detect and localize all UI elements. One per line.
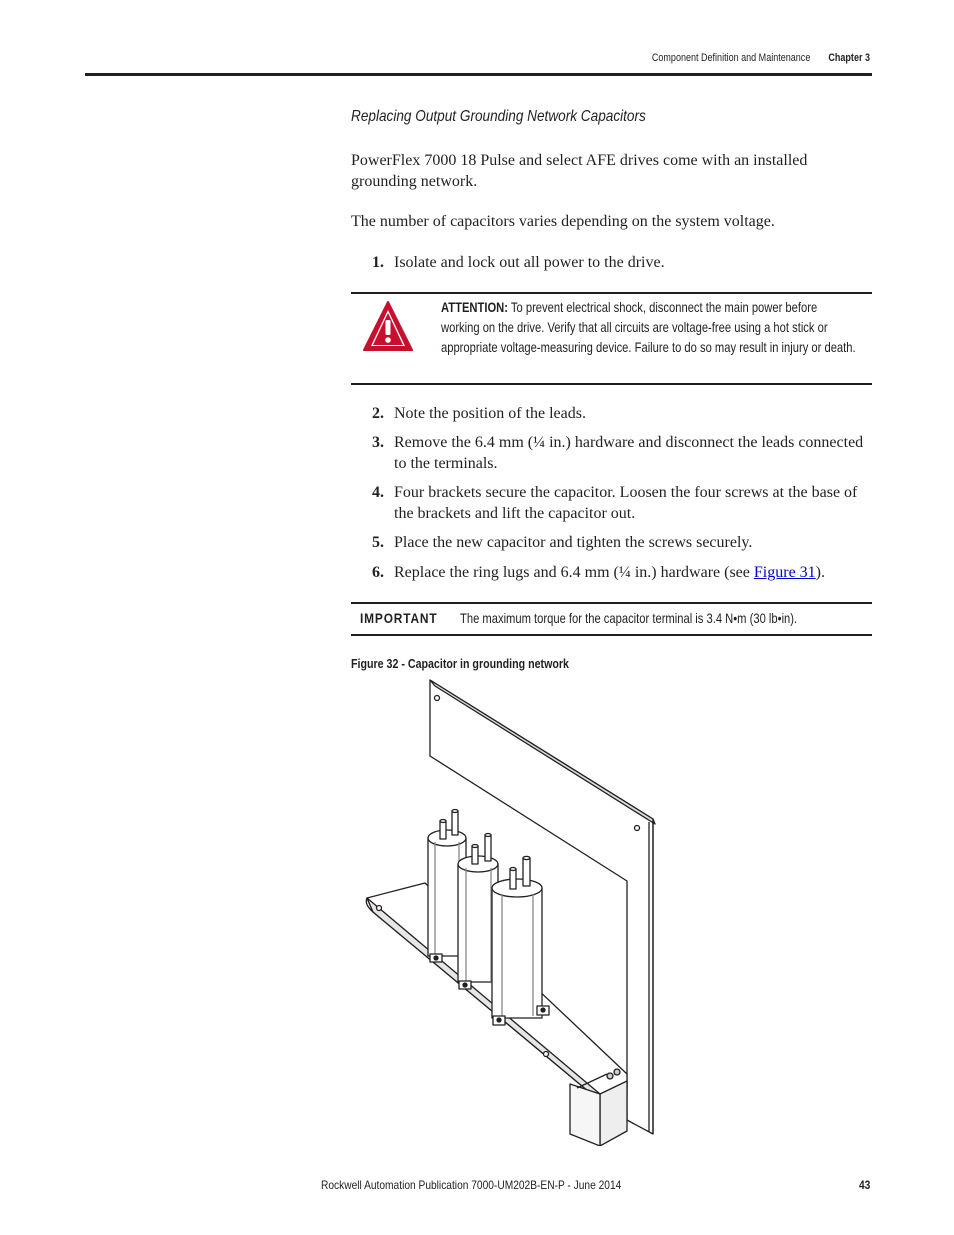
section-title: Replacing Output Grounding Network Capacitors [351,108,646,125]
header-rule [85,73,872,76]
figure-caption: Figure 32 - Capacitor in grounding network [351,656,569,671]
step-text: Note the position of the leads. [394,405,586,422]
attention-label: ATTENTION: [441,299,508,315]
intro-paragraph: PowerFlex 7000 18 Pulse and select AFE drives come with an installed grounding network. [351,152,808,190]
step-3 [372,432,872,474]
step-number: 5. [372,534,384,551]
step-number: 3. [372,434,384,451]
footer-publication: Rockwell Automation Publication 7000-UM202B-EN-P - June 2014 [320,1178,621,1192]
step-text-after: ). [815,564,825,581]
attention-text [441,297,857,357]
capacitor-figure [355,676,665,1151]
step-2 [372,403,872,424]
attention-box [351,292,872,385]
footer-page-number: 43 [858,1178,870,1192]
step-text: Isolate and lock out all power to the drive. [394,254,665,271]
step-text: Place the new capacitor and tighten the screws securely. [394,534,753,551]
step-text [394,562,872,583]
step-6 [372,562,872,583]
step-text: Remove the 6.4 mm (¼ in.) hardware and disconnect the leads connected to the terminals. [394,434,864,472]
figure-31-link[interactable]: Figure 31 [753,564,816,581]
step-4 [372,482,872,524]
step-number: 6. [372,564,384,581]
warning-triangle-icon [361,298,415,359]
step-5 [372,532,872,553]
important-label: IMPORTANT [360,610,438,626]
important-text: The maximum torque for the capacitor terminal is 3.4 N•m (30 lb•in). [460,610,798,626]
header-section: Component Definition and Maintenance [651,52,811,64]
important-box [351,602,872,636]
voltage-paragraph: The number of capacitors varies depending on the system voltage. [351,213,775,230]
page-header [652,52,870,64]
step-text-before: Replace the ring lugs and 6.4 mm (¼ in.) hardware (see [394,564,754,581]
step-number: 2. [372,405,384,422]
step-text: Four brackets secure the capacitor. Loosen the four screws at the base of the brackets and lift the capacitor out. [394,484,858,522]
step-number: 1. [372,254,384,271]
header-chapter: Chapter 3 [828,52,870,64]
attention-body: To prevent electrical shock, disconnect the main power before working on the drive. Verify that all circuits are voltage-free using a hot stick or appropriate voltage-measuring device. Failure to do so may result in injury or death. [441,299,856,355]
step-number: 4. [372,484,384,501]
step-1 [372,252,872,273]
